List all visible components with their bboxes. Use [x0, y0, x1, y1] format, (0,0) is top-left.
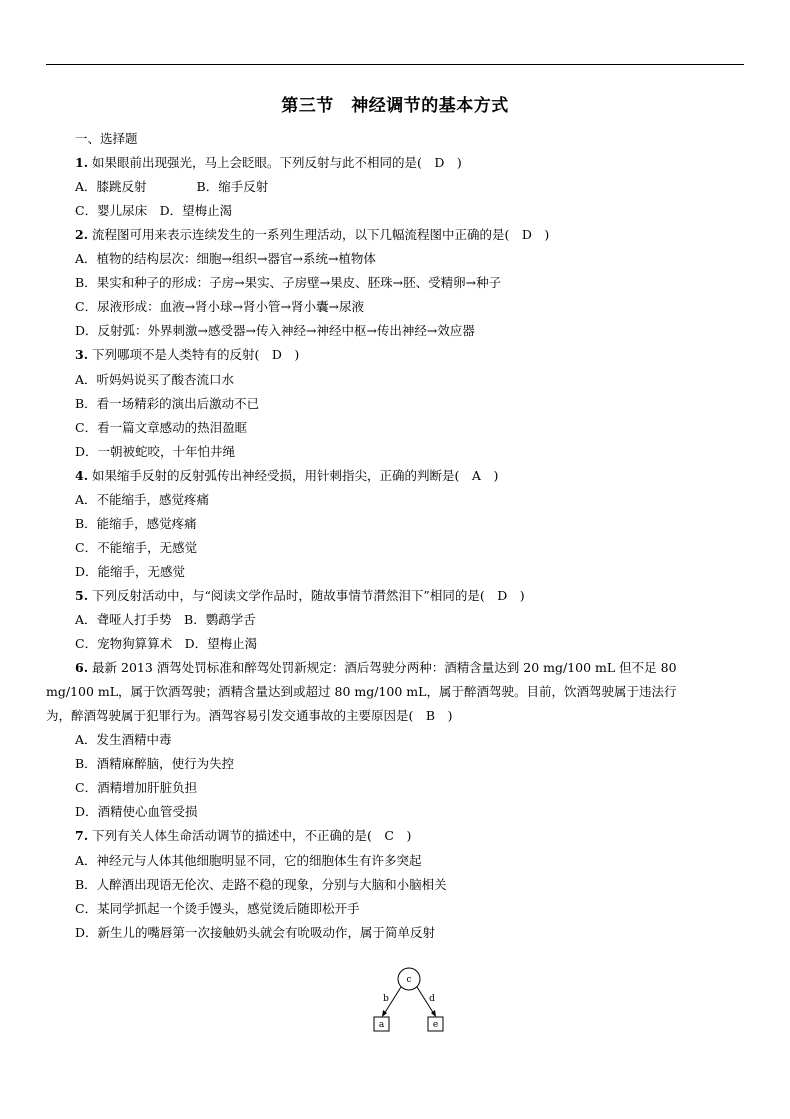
arrow-b-label: b: [383, 994, 389, 1004]
question-number: 3.: [75, 347, 89, 363]
answer-option: [75, 731, 172, 749]
answer-option: [75, 900, 360, 918]
answer-option: [75, 515, 197, 533]
answer-option: [75, 635, 257, 653]
line-text: C．宠物狗算算术 D．望梅止渴: [75, 636, 258, 651]
answer-option: [75, 298, 364, 316]
line-text: B．果实和种子的形成：子房→果实、子房壁→果皮、胚珠→胚、受精卵→种子: [75, 275, 502, 291]
question-stem: [75, 154, 462, 172]
question-number: 5.: [75, 587, 89, 603]
line-text: C．酒精增加肝脏负担: [75, 780, 198, 796]
answer-option: [75, 395, 259, 413]
answer-option: [75, 371, 234, 389]
line-text: A．植物的结构层次：细胞→组织→器官→系统→植物体: [75, 251, 376, 267]
line-text: 最新 2013 酒驾处罚标准和醉驾处罚新规定：酒后驾驶分两种：酒精含量达到 20 mg/100 mL 但不足 80: [88, 660, 677, 675]
line-text: A．不能缩手，感觉疼痛: [75, 491, 210, 507]
arrow-d-label: d: [429, 994, 435, 1004]
header-rule: [46, 64, 744, 65]
line-text: A．神经元与人体其他细胞明显不同，它的细胞体生有许多突起: [75, 852, 422, 868]
line-text: C．尿液形成：血液→肾小球→肾小管→肾小囊→尿液: [75, 299, 364, 315]
answer-option: [75, 563, 185, 581]
line-text: C．婴儿尿床 D．望梅止渴: [75, 203, 233, 219]
line-text: C．看一篇文章感动的热泪盈眶: [75, 419, 248, 435]
answer-option: [75, 443, 235, 461]
line-text: A．发生酒精中毒: [75, 732, 172, 748]
question-stem: [75, 659, 677, 677]
answer-option: [75, 322, 475, 340]
answer-option: [75, 852, 422, 870]
line-text: 下列哪项不是人类特有的反射( D ): [88, 347, 300, 363]
question-number: 2.: [75, 227, 89, 243]
reflex-diagram: [360, 966, 460, 1036]
question-stem: [75, 346, 299, 364]
question-number: 7.: [75, 828, 89, 844]
question-stem-continued: [46, 683, 676, 701]
line-text: 如果缩手反射的反射弧传出神经受损，用针刺指尖，正确的判断是( A ): [88, 467, 499, 483]
line-text: D．酒精使心血管受损: [75, 804, 198, 820]
node-c-label: c: [406, 975, 412, 985]
question-number: 1.: [75, 155, 89, 170]
section-heading: 一、选择题: [75, 131, 138, 146]
question-number: 4.: [75, 467, 89, 483]
answer-option: [75, 924, 435, 942]
line-text: B．人醉酒出现语无伦次、走路不稳的现象，分别与大脑和小脑相关: [75, 876, 447, 892]
line-text: D．新生儿的嘴唇第一次接触奶头就会有吮吸动作，属于简单反射: [75, 924, 436, 940]
line-text: 下列有关人体生命活动调节的描述中，不正确的是( C ): [88, 828, 412, 844]
node-e-label: e: [432, 1020, 439, 1030]
answer-option: [75, 250, 376, 268]
question-stem: [75, 587, 525, 605]
line-text: 流程图可用来表示连续发生的一系列生理活动，以下几幅流程图中正确的是( D ): [88, 227, 550, 243]
answer-option: [75, 178, 268, 196]
line-text: B．看一场精彩的演出后激动不已: [75, 395, 260, 411]
line-text: B．能缩手，感觉疼痛: [75, 515, 197, 531]
answer-option: [75, 779, 197, 797]
line-text: C．某同学抓起一个烫手馒头，感觉烫后随即松开手: [75, 900, 360, 916]
question-stem-continued: [46, 707, 452, 725]
line-text: 下列反射活动中，与“阅读文学作品时，随故事情节潸然泪下”相同的是( D ): [88, 587, 525, 603]
line-text: 如果眼前出现强光，马上会眨眼。下列反射与此不相同的是( D ): [88, 155, 462, 170]
answer-option: [75, 491, 209, 509]
question-number: 6.: [75, 660, 89, 675]
answer-option: [75, 274, 501, 292]
line-text: D．反射弧：外界刺激→感受器→传入神经→神经中枢→传出神经→效应器: [75, 323, 475, 339]
answer-option: [75, 876, 447, 894]
line-text: 为，醉酒驾驶属于犯罪行为。酒驾容易引发交通事故的主要原因是( B ): [46, 708, 453, 724]
line-text: A．聋哑人打手势 B．鹦鹉学舌: [75, 612, 256, 627]
line-text: A．膝跳反射 B．缩手反射: [75, 179, 269, 195]
line-text: D．能缩手，无感觉: [75, 563, 186, 579]
answer-option: [75, 755, 234, 773]
line-text: mg/100 mL，属于饮酒驾驶；酒精含量达到或超过 80 mg/100 mL，属于醉酒驾驶。目前，饮酒驾驶属于违法行: [46, 684, 677, 700]
answer-option: [75, 611, 256, 629]
line-text: D．一朝被蛇咬，十年怕井绳: [75, 443, 236, 459]
answer-option: [75, 803, 198, 821]
answer-option: [75, 539, 197, 557]
question-stem: [75, 827, 411, 845]
line-text: C．不能缩手，无感觉: [75, 539, 198, 555]
node-a-label: a: [378, 1020, 385, 1030]
line-text: A．听妈妈说买了酸杏流口水: [75, 371, 235, 387]
line-text: B．酒精麻醉脑，使行为失控: [75, 756, 235, 772]
question-stem: [75, 226, 549, 244]
page-title: 第三节 神经调节的基本方式: [281, 96, 509, 116]
answer-option: [75, 202, 232, 220]
question-stem: [75, 467, 498, 485]
answer-option: [75, 419, 247, 437]
